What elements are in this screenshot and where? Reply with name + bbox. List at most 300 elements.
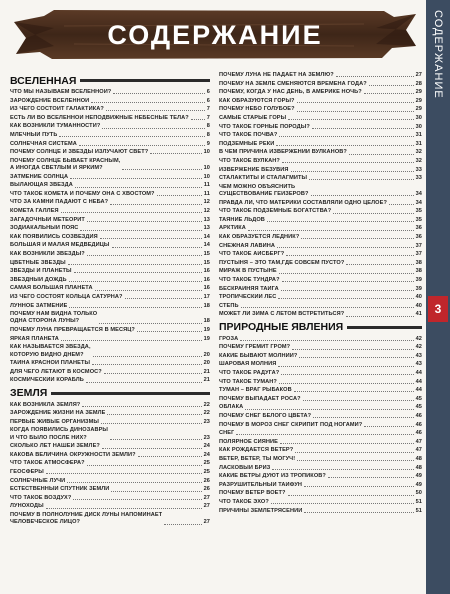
section-heading-text: ПРИРОДНЫЕ ЯВЛЕНИЯ [219, 321, 344, 334]
dot-leader [297, 102, 414, 103]
toc-entry[interactable] [10, 191, 210, 198]
toc-entry-page: 19 [203, 335, 210, 342]
toc-entry-page: 49 [415, 481, 422, 488]
toc-entry-title: ОДНА СТОРОНА ЛУНЫ? [10, 318, 80, 325]
dot-leader [102, 128, 204, 129]
toc-entry[interactable] [219, 225, 422, 232]
toc-entry-page: 6 [206, 89, 210, 95]
dot-leader [106, 110, 205, 111]
dot-leader [336, 76, 414, 77]
dot-leader [104, 373, 202, 374]
toc-entry[interactable] [219, 251, 422, 258]
toc-entry[interactable] [10, 452, 210, 459]
toc-entry[interactable] [219, 473, 422, 480]
toc-entry-page: 51 [415, 498, 422, 505]
dot-leader [75, 187, 202, 188]
dot-leader [73, 499, 201, 500]
toc-entry-title: ЧТО ТАКОЕ АТМОСФЕРА? [10, 460, 85, 467]
toc-entry-title: ЧТО ТАКОЕ ЭХО? [219, 498, 269, 505]
toc-entry-title: ЗВЁЗДНЫЙ ДОЖДЬ [10, 276, 67, 283]
toc-entry-page: 20 [203, 351, 210, 358]
toc-entry-page: 34 [415, 199, 422, 206]
section-heading-rule [51, 392, 210, 395]
toc-entry-page: 26 [203, 486, 210, 493]
toc-entry[interactable] [10, 174, 210, 181]
dot-leader [281, 374, 413, 375]
dot-leader [294, 391, 414, 392]
toc-entry-title: ТАЯНИЕ ЛЬДОВ [219, 216, 265, 223]
toc-entry[interactable] [219, 124, 422, 131]
toc-entry[interactable] [219, 184, 422, 199]
dot-leader [61, 340, 202, 341]
toc-entry-title: ЧТО ТАКОЕ ТУМАН? [219, 378, 277, 385]
toc-entry[interactable] [10, 89, 210, 96]
dot-leader [346, 316, 413, 317]
dot-leader [277, 247, 414, 248]
toc-entry[interactable] [219, 294, 422, 301]
dot-leader [122, 169, 201, 170]
toc-entry-page: 15 [203, 259, 210, 266]
toc-entry[interactable] [10, 98, 210, 105]
toc-entry[interactable] [219, 208, 422, 215]
toc-entry-page: 25 [203, 469, 210, 476]
toc-entry-title: КАК ВОЗНИКЛИ ТУМАННОСТИ? [10, 123, 101, 130]
dot-leader [125, 298, 202, 299]
toc-entry[interactable] [219, 158, 422, 165]
toc-entry-page: 36 [415, 233, 422, 240]
toc-entry[interactable] [10, 158, 210, 173]
toc-entry-page: 40 [415, 302, 422, 309]
toc-entry[interactable] [10, 460, 210, 467]
toc-entry[interactable] [219, 490, 422, 497]
dot-leader [191, 119, 205, 120]
toc-entry[interactable] [219, 175, 422, 182]
toc-entry[interactable] [219, 149, 422, 156]
toc-entry[interactable] [10, 419, 210, 426]
toc-entry[interactable] [10, 427, 210, 442]
toc-entry[interactable] [219, 344, 422, 351]
toc-entry-page: 46 [415, 412, 422, 419]
toc-entry[interactable] [219, 336, 422, 343]
toc-entry[interactable] [10, 217, 210, 224]
toc-entry[interactable] [219, 89, 422, 96]
toc-entry[interactable] [219, 499, 422, 506]
toc-entry[interactable] [10, 225, 210, 232]
toc-entry-title: ПОЧЕМУ ЛУНА ПРЕВРАЩАЕТСЯ В МЕСЯЦ? [10, 327, 135, 334]
toc-entry[interactable] [219, 243, 422, 250]
toc-entry-page: 21 [203, 377, 210, 384]
toc-entry[interactable] [10, 327, 210, 334]
toc-entry[interactable] [219, 217, 422, 224]
toc-entry-page: 47 [415, 447, 422, 454]
toc-entry[interactable] [10, 377, 210, 384]
toc-entry-page: 10 [203, 149, 210, 156]
toc-entry-page: 46 [415, 421, 422, 428]
section-heading [219, 321, 422, 334]
dot-leader [271, 503, 414, 504]
toc-entry-title: ТУМАН – ВРАГ РЫБАКОВ [219, 387, 292, 394]
toc-entry-title: КАК ПОЯВИЛИСЬ СОЗВЕЗДИЯ [10, 233, 98, 240]
toc-entry[interactable] [219, 370, 422, 377]
dot-leader [110, 439, 202, 440]
dot-leader [86, 382, 202, 383]
side-title: СОДЕРЖАНИЕ [432, 10, 444, 99]
toc-entry-title: ПОЧЕМУ ВЫПАДАЕТ РОСА? [219, 395, 301, 402]
toc-entry-title: ЧТО ТАКОЕ ТУНДРА? [219, 276, 280, 283]
dot-leader [111, 491, 201, 492]
toc-entry-title: ПОЧЕМУ ВЕТЕР ВОЕТ? [219, 490, 286, 497]
toc-entry[interactable] [219, 115, 422, 122]
dot-leader [70, 178, 201, 179]
toc-entry[interactable] [219, 396, 422, 403]
toc-entry-page: 24 [203, 443, 210, 450]
toc-entry[interactable] [10, 208, 210, 215]
dot-leader [112, 247, 202, 248]
toc-entry[interactable] [219, 456, 422, 463]
toc-entry-title: ИЗ ЧЕГО СОСТОЯТ КОЛЬЦА САТУРНА? [10, 293, 123, 300]
toc-entry-title: ГРОЗА [219, 335, 239, 342]
dot-leader [69, 281, 202, 282]
toc-entry-page: 14 [203, 233, 210, 240]
toc-entry[interactable] [10, 512, 210, 527]
toc-entry[interactable] [10, 182, 210, 189]
toc-entry-title: ПОЧЕМУ НА ЗЕМЛЕ СМЕНЯЮТСЯ ВРЕМЕНА ГОДА? [219, 80, 367, 87]
dot-leader [313, 417, 413, 418]
toc-entry-page: 12 [203, 199, 210, 206]
toc-entry-title: ЧТО ТАКОЕ ВОЗДУХ? [10, 494, 72, 501]
toc-entry-page: 39 [415, 285, 422, 292]
toc-entry[interactable] [219, 106, 422, 113]
toc-entry-page: 39 [415, 276, 422, 283]
toc-entry-title: КАКИЕ БЫВАЮТ МОЛНИИ? [219, 352, 298, 359]
toc-entry-title: ПОЧЕМУ ГРЕМИТ ГРОМ? [219, 344, 291, 351]
toc-entry-page: 43 [415, 361, 422, 368]
toc-entry[interactable] [219, 439, 422, 446]
dot-leader [279, 273, 414, 274]
dot-leader [241, 307, 414, 308]
toc-entry-title: ТАЙНА КРАСНОЙ ПЛАНЕТЫ [10, 360, 91, 367]
toc-entry-title: СКОЛЬКО ЛЕТ НАШЕЙ ЗЕМЛЕ? [10, 443, 100, 450]
toc-entry-title: ЗАГАДОЧНЫЙ МЕТЕОРИТ [10, 216, 85, 223]
toc-entry[interactable] [10, 336, 210, 343]
toc-entry[interactable] [219, 200, 422, 207]
dot-leader [278, 366, 413, 367]
toc-entry-page: 18 [203, 318, 210, 325]
toc-entry[interactable] [10, 478, 210, 485]
toc-entry-title: ЧТО ТАКОЕ АЙСБЕРГ? [219, 251, 285, 258]
toc-entry[interactable] [10, 268, 210, 275]
dot-leader [281, 290, 414, 291]
page-title: СОДЕРЖАНИЕ [107, 19, 323, 50]
toc-entry-page: 37 [415, 251, 422, 258]
toc-entry-title: САМАЯ БОЛЬШАЯ ПЛАНЕТА [10, 285, 93, 292]
dot-leader [279, 136, 413, 137]
toc-entry-title: ЧТО ТАКОЕ РАДУГА? [219, 370, 280, 376]
toc-entry[interactable] [10, 311, 210, 326]
toc-entry[interactable] [219, 404, 422, 411]
dot-leader [276, 145, 413, 146]
toc-entry-title: КАК ОБРАЗУЮТСЯ ГОРЫ? [219, 97, 295, 104]
dot-leader [150, 153, 201, 154]
toc-entry[interactable] [219, 260, 422, 267]
toc-entry-page: 35 [415, 216, 422, 223]
toc-entry[interactable] [219, 167, 422, 174]
toc-entry[interactable] [219, 353, 422, 360]
dot-leader [91, 102, 204, 103]
section-heading-rule [347, 326, 422, 329]
toc-entry[interactable] [10, 503, 210, 510]
section-heading [10, 387, 210, 400]
toc-entry-page: 27 [203, 503, 210, 510]
toc-entry-title: СТЕПЬ [219, 302, 239, 309]
toc-entry[interactable] [219, 361, 422, 368]
toc-entry[interactable] [10, 251, 210, 258]
toc-entry[interactable] [10, 303, 210, 310]
toc-entry-title: ЧТО ТАКОЕ ПОЧВА? [219, 132, 278, 139]
toc-entry-title: ЧТО ТАКОЕ ПОДЗЕМНЫЕ БОГАТСТВА? [219, 208, 332, 215]
toc-entry-title: АРКТИКА [219, 225, 246, 232]
dot-leader [295, 452, 413, 453]
toc-entry-title: КОМЕТА ГАЛЛЕЯ [10, 208, 59, 215]
toc-entry-page: 12 [203, 208, 210, 215]
dot-leader [312, 128, 414, 129]
toc-entry-page: 27 [203, 519, 210, 526]
toc-entry-title: ОБЛАКА [219, 404, 244, 411]
toc-entry-page: 7 [206, 114, 210, 121]
toc-entry[interactable] [219, 379, 422, 386]
toc-entry[interactable] [10, 410, 210, 417]
toc-entry-title: ЗВЁЗДЫ И ПЛАНЕТЫ [10, 268, 72, 275]
toc-entry-title: ДЛЯ ЧЕГО ЛЕТАЮТ В КОСМОС? [10, 368, 102, 375]
dot-leader [87, 221, 202, 222]
toc-entry[interactable] [219, 413, 422, 420]
dot-leader [102, 448, 202, 449]
dot-leader [95, 290, 202, 291]
toc-entry-title: МЛЕЧНЫЙ ПУТЬ [10, 131, 58, 138]
toc-entry[interactable] [10, 106, 210, 113]
dot-leader [79, 145, 205, 146]
toc-entry-page: 16 [203, 276, 210, 283]
toc-entry[interactable] [10, 285, 210, 292]
dot-leader [364, 426, 413, 427]
toc-entry-title: ПОЧЕМУ В ПОЛНОЛУНИЕ ДИСК ЛУНЫ НАПОМИНАЕТ [10, 512, 163, 519]
toc-entry-title: СОЛНЕЧНАЯ СИСТЕМА [10, 140, 77, 147]
dot-leader [248, 230, 414, 231]
toc-entry-title: СОЛНЕЧНЫЕ ЛУЧИ [10, 477, 66, 484]
dot-leader [304, 512, 413, 513]
dot-leader [309, 179, 413, 180]
toc-entry-page: 50 [415, 490, 422, 497]
toc-entry[interactable] [219, 422, 422, 429]
toc-entry-title: ПУСТЫНЯ – ЭТО ТАМ,ГДЕ СОВСЕМ ПУСТО? [219, 259, 345, 266]
toc-entry-page: 25 [203, 460, 210, 467]
toc-entry-title: КОТОРУЮ ВИДНО ДНЁМ? [10, 351, 84, 358]
toc-entry-page: 11 [203, 190, 210, 197]
dot-leader [297, 460, 413, 461]
toc-entry-title: ЛАСКОВЫЙ БРИЗ [219, 464, 271, 471]
toc-entry-page: 8 [206, 123, 210, 130]
dot-leader [101, 423, 202, 424]
toc-entry[interactable] [10, 369, 210, 376]
toc-entry-page: 17 [203, 293, 210, 300]
toc-entry-page: 48 [415, 464, 422, 471]
toc-entry[interactable] [219, 141, 422, 148]
toc-entry-title: КОСМИЧЕСКИЙ КОРАБЛЬ [10, 377, 84, 384]
toc-entry-page: 30 [415, 114, 422, 121]
toc-entry[interactable] [10, 234, 210, 241]
toc-entry[interactable] [10, 469, 210, 476]
toc-entry-page: 15 [203, 250, 210, 257]
toc-entry-title: ЧТО МЫ НАЗЫВАЕМ ВСЕЛЕННОЙ? [10, 89, 112, 95]
dot-leader [240, 340, 413, 341]
toc-entry-page: 8 [206, 131, 210, 138]
section-heading-rule [80, 79, 210, 82]
dot-leader [291, 171, 414, 172]
dot-leader [311, 195, 414, 196]
toc-entry-title: ЧТО ТАКОЕ ГОРНЫЕ ПОРОДЫ? [219, 123, 310, 130]
toc-entry-page: 47 [415, 438, 422, 445]
toc-entry-title: ПОДЗЕМНЫЕ РЕКИ [219, 140, 275, 147]
toc-entry-title: КАК ВОЗНИКЛА ЗЕМЛЯ? [10, 401, 81, 408]
dot-leader [74, 272, 202, 273]
toc-entry-title: ЗОДИАКАЛЬНЫЙ ПОЯС [10, 225, 79, 232]
toc-entry-title: ПОЧЕМУ СОЛНЦЕ БЫВАЕТ КРАСНЫМ, [10, 157, 121, 164]
dot-leader [278, 298, 413, 299]
toc-entry-title: ВЫЛАЮЩАЯ ЗВЕЗДА [10, 182, 73, 189]
toc-entry-title: ПРИЧИНЫ ЗЕМЛЕТРЯСЕНИЙ [219, 507, 303, 514]
toc-entry-page: 27 [203, 494, 210, 501]
dot-leader [349, 154, 414, 155]
toc-entry-title: ЛУНОХОДЫ [10, 503, 44, 510]
toc-entry-page: 46 [415, 430, 422, 437]
toc-entry-title: ЦВЕТНЫЕ ЗВЁЗДЫ [10, 259, 66, 266]
toc-entry-page: 7 [206, 106, 210, 113]
toc-entry[interactable] [10, 199, 210, 206]
toc-entry-page: 35 [415, 208, 422, 215]
toc-entry-title: ЗАТМЕНИЕ СОЛНЦА [10, 173, 69, 180]
toc-entry-title: ИЗВЕРЖЕНИЕ ВЕЗУВИЯ [219, 166, 289, 173]
toc-entry-page: 36 [415, 225, 422, 232]
toc-entry-page: 33 [415, 175, 422, 182]
toc-entry-title: ПЕРВЫЕ ЖИВЫЕ ОРГАНИЗМЫ [10, 418, 100, 425]
toc-entry[interactable] [219, 132, 422, 139]
toc-entry[interactable] [219, 311, 422, 318]
toc-entry[interactable] [10, 344, 210, 359]
toc-entry[interactable] [219, 447, 422, 454]
toc-entry[interactable] [10, 360, 210, 367]
toc-column-left [10, 72, 210, 528]
toc-entry[interactable] [10, 260, 210, 267]
toc-entry[interactable] [219, 465, 422, 472]
toc-entry-page: 33 [415, 166, 422, 173]
toc-entry[interactable] [219, 387, 422, 394]
toc-entry-title: ПОЧЕМУ НАМ ВИДНА ТОЛЬКО [10, 311, 98, 318]
toc-entry-page: 26 [203, 477, 210, 484]
toc-entry[interactable] [219, 234, 422, 241]
section-heading-text: ЗЕМЛЯ [10, 387, 48, 400]
dot-leader [67, 482, 201, 483]
toc-entry[interactable] [219, 277, 422, 284]
toc-entry-page: 13 [203, 225, 210, 232]
toc-entry-title: КАК НАЗЫВАЕТСЯ ЗВЕЗДА, [10, 344, 91, 351]
toc-entry-title: САМЫЕ СТАРЫЕ ГОРЫ [219, 114, 287, 121]
toc-entry-page: 42 [415, 344, 422, 351]
toc-entry-page: 40 [415, 294, 422, 301]
toc-entry-page: 30 [415, 123, 422, 130]
toc-entry-page: 48 [415, 455, 422, 462]
toc-entry-page: 28 [415, 80, 422, 87]
toc-entry[interactable] [10, 149, 210, 156]
toc-entry[interactable] [219, 268, 422, 275]
toc-entry-page: 29 [415, 89, 422, 96]
toc-entry-title: БОЛЬШАЯ И МАЛАЯ МЕДВЕДИЦЫ [10, 242, 110, 249]
toc-entry-title: ПОЧЕМУ СНЕГ БЕЛОГО ЦВЕТА? [219, 412, 312, 419]
toc-column-right [219, 72, 422, 516]
dot-leader [164, 524, 201, 525]
toc-entry[interactable] [219, 286, 422, 293]
toc-entry-page: 23 [203, 434, 210, 441]
toc-entry-title: ПОЧЕМУ В МОРОЗ СНЕГ СКРИПИТ ПОД НОГАМИ? [219, 421, 363, 428]
toc-entry-title: СУЩЕСТВОВАНИЕ ГЕЙЗЕРОВ? [219, 191, 309, 198]
toc-entry-title: ЕСТЕСТВЕННЫЙ СПУТНИК ЗЕМЛИ [10, 486, 110, 493]
toc-entry-title: РАЗРУШИТЕЛЬНЫЙ ТАЙФУН [219, 481, 303, 488]
dot-leader [304, 486, 414, 487]
toc-entry-title: ЗАРОЖДЕНИЕ ВСЕЛЕННОЙ [10, 97, 90, 104]
dot-leader [280, 443, 414, 444]
toc-entry[interactable] [10, 443, 210, 450]
toc-entry-page: 44 [415, 370, 422, 376]
toc-entry-title: А ИНОГДА СВЕТЛЫМ И ЯРКИМ? [10, 165, 103, 172]
toc-entry-title: ЧТО ЗА КАМНИ ПАДАЮТ С НЕБА? [10, 199, 109, 206]
toc-entry[interactable] [10, 115, 210, 122]
toc-entry[interactable] [219, 72, 422, 79]
toc-entry[interactable] [10, 277, 210, 284]
toc-entry[interactable] [10, 141, 210, 148]
toc-entry[interactable] [10, 402, 210, 409]
toc-entry-page: 38 [415, 259, 422, 266]
dot-leader [137, 331, 202, 332]
toc-entry[interactable] [10, 294, 210, 301]
toc-entry[interactable] [219, 81, 422, 88]
toc-entry[interactable] [219, 98, 422, 105]
toc-entry[interactable] [219, 482, 422, 489]
toc-entry[interactable] [10, 123, 210, 130]
dot-leader [301, 238, 413, 239]
toc-entry[interactable] [10, 132, 210, 139]
toc-entry-page: 41 [415, 311, 422, 318]
toc-entry[interactable] [219, 303, 422, 310]
dot-leader [110, 204, 201, 205]
toc-entry-title: В ЧЁМ ПРИЧИНА ИЗВЕРЖЕНИЙ ВУЛКАНОВ? [219, 149, 347, 156]
toc-entry-title: ЗАРОЖДЕНИЕ ЖИЗНИ НА ЗЕМЛЕ [10, 410, 106, 417]
toc-entry-page: 45 [415, 404, 422, 411]
dot-leader [333, 213, 413, 214]
dot-leader [107, 414, 201, 415]
toc-entry-page: 22 [203, 401, 210, 408]
toc-entry-title: СНЕЖНАЯ ЛАВИНА [219, 242, 276, 249]
toc-entry-title: ЧТО ТАКОЕ ВУЛКАН? [219, 157, 280, 164]
toc-entry[interactable] [219, 508, 422, 515]
toc-entry[interactable] [219, 430, 422, 437]
dot-leader [68, 264, 202, 265]
toc-entry[interactable] [10, 495, 210, 502]
toc-entry[interactable] [10, 242, 210, 249]
section-heading-text: ВСЕЛЕННАЯ [10, 74, 77, 87]
toc-entry[interactable] [10, 486, 210, 493]
toc-entry-page: 27 [415, 72, 422, 78]
dot-leader [267, 221, 414, 222]
toc-entry-page: 16 [203, 285, 210, 292]
